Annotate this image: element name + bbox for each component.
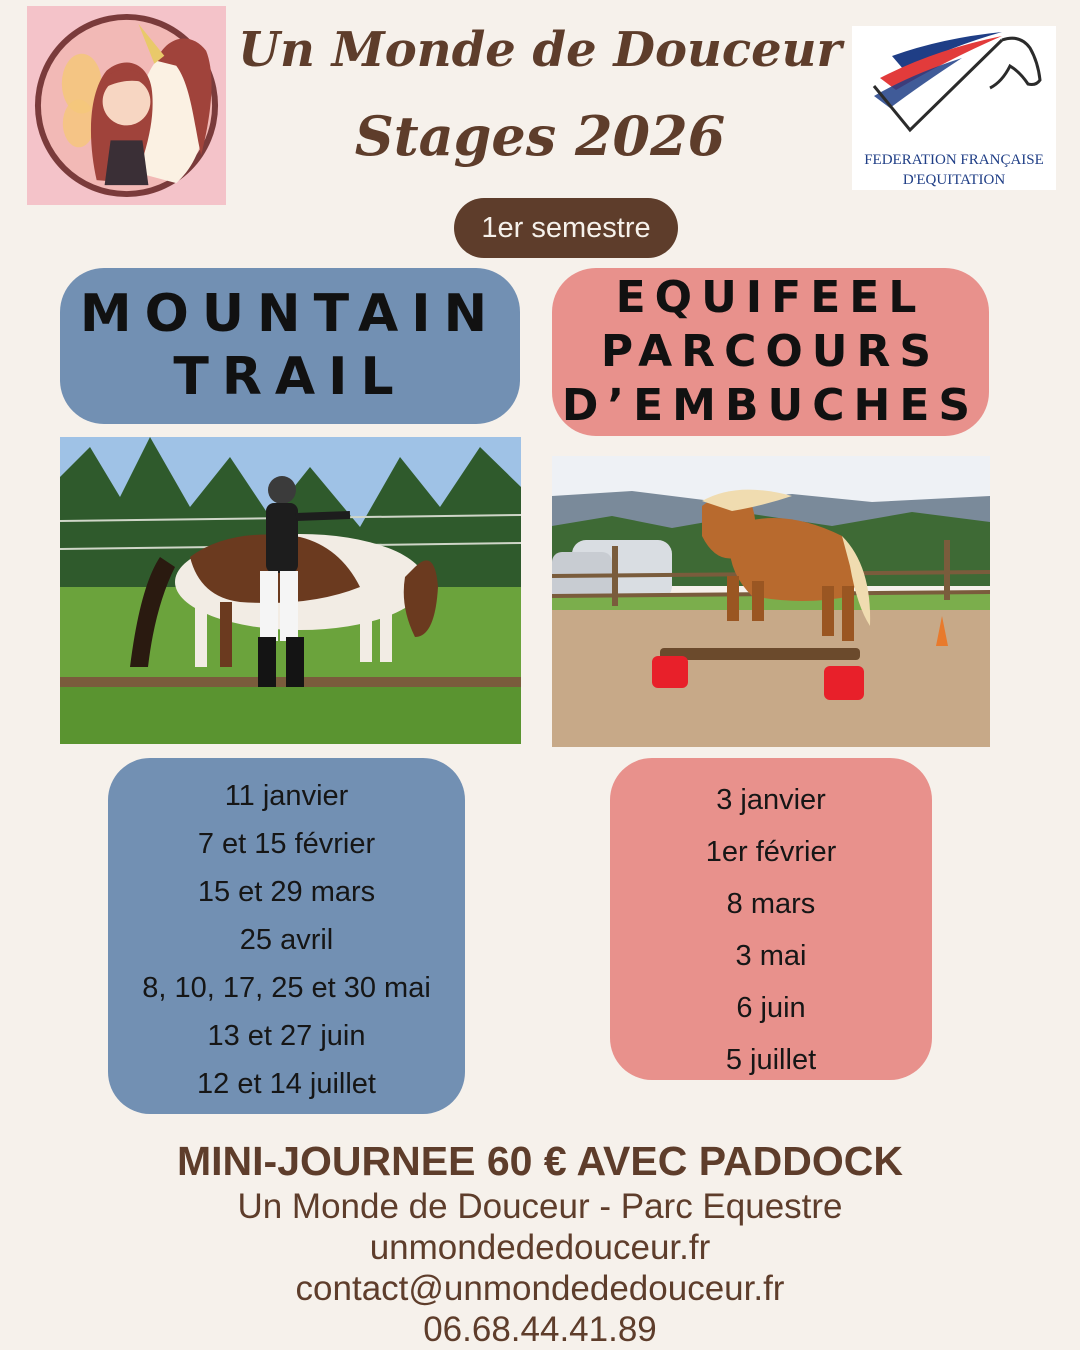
page-subtitle: Stages 2026 xyxy=(354,104,726,168)
equifeel-heading xyxy=(552,268,989,436)
ffe-logo-line-2: D'EQUITATION xyxy=(902,172,1006,188)
date-item: 11 janvier xyxy=(224,780,349,812)
website-link[interactable]: unmondededouceur.fr xyxy=(369,1228,711,1267)
equifeel-photo xyxy=(552,456,990,747)
page-title: Un Monde de Douceur xyxy=(238,22,842,78)
date-item: 7 et 15 février xyxy=(197,828,376,860)
equifeel-dates xyxy=(610,758,932,1080)
date-item: 12 et 14 juillet xyxy=(197,1068,376,1100)
date-item: 5 juillet xyxy=(725,1044,817,1076)
equifeel-heading-line: EQUIFEEL xyxy=(615,272,926,324)
date-item: 6 juin xyxy=(736,992,806,1024)
footer xyxy=(0,1136,1080,1350)
date-item: 3 mai xyxy=(735,940,807,972)
mountain-trail-photo xyxy=(60,437,521,744)
place-line: Un Monde de Douceur - Parc Equestre xyxy=(237,1187,843,1226)
equifeel-heading-line: D’EMBUCHES xyxy=(561,379,980,431)
date-item: 15 et 29 mars xyxy=(197,876,376,908)
mountain-trail-dates xyxy=(108,758,465,1114)
phone-number[interactable]: 06.68.44.41.89 xyxy=(423,1310,657,1349)
equifeel-heading-line: PARCOURS xyxy=(600,326,941,378)
date-item: 3 janvier xyxy=(716,784,826,816)
semester-badge: 1er semestre xyxy=(454,198,678,258)
date-item: 25 avril xyxy=(239,924,334,956)
date-item: 13 et 27 juin xyxy=(207,1020,366,1052)
date-item: 8 mars xyxy=(726,888,816,920)
email-link[interactable]: contact@unmondededouceur.fr xyxy=(295,1269,785,1308)
date-item: 8, 10, 17, 25 et 30 mai xyxy=(142,972,431,1004)
ffe-logo-line-1: FEDERATION FRANÇAISE xyxy=(864,152,1044,168)
ffe-horse-logo xyxy=(852,26,1056,190)
mountain-trail-heading xyxy=(60,268,520,424)
date-item: 1er février xyxy=(705,836,837,868)
price-line: MINI-JOURNEE 60 € AVEC PADDOCK xyxy=(177,1138,903,1184)
mountain-trail-heading-line: TRAIL xyxy=(173,347,407,407)
fairy-unicorn-logo xyxy=(27,6,226,205)
mountain-trail-heading-line: MOUNTAIN xyxy=(79,283,501,344)
